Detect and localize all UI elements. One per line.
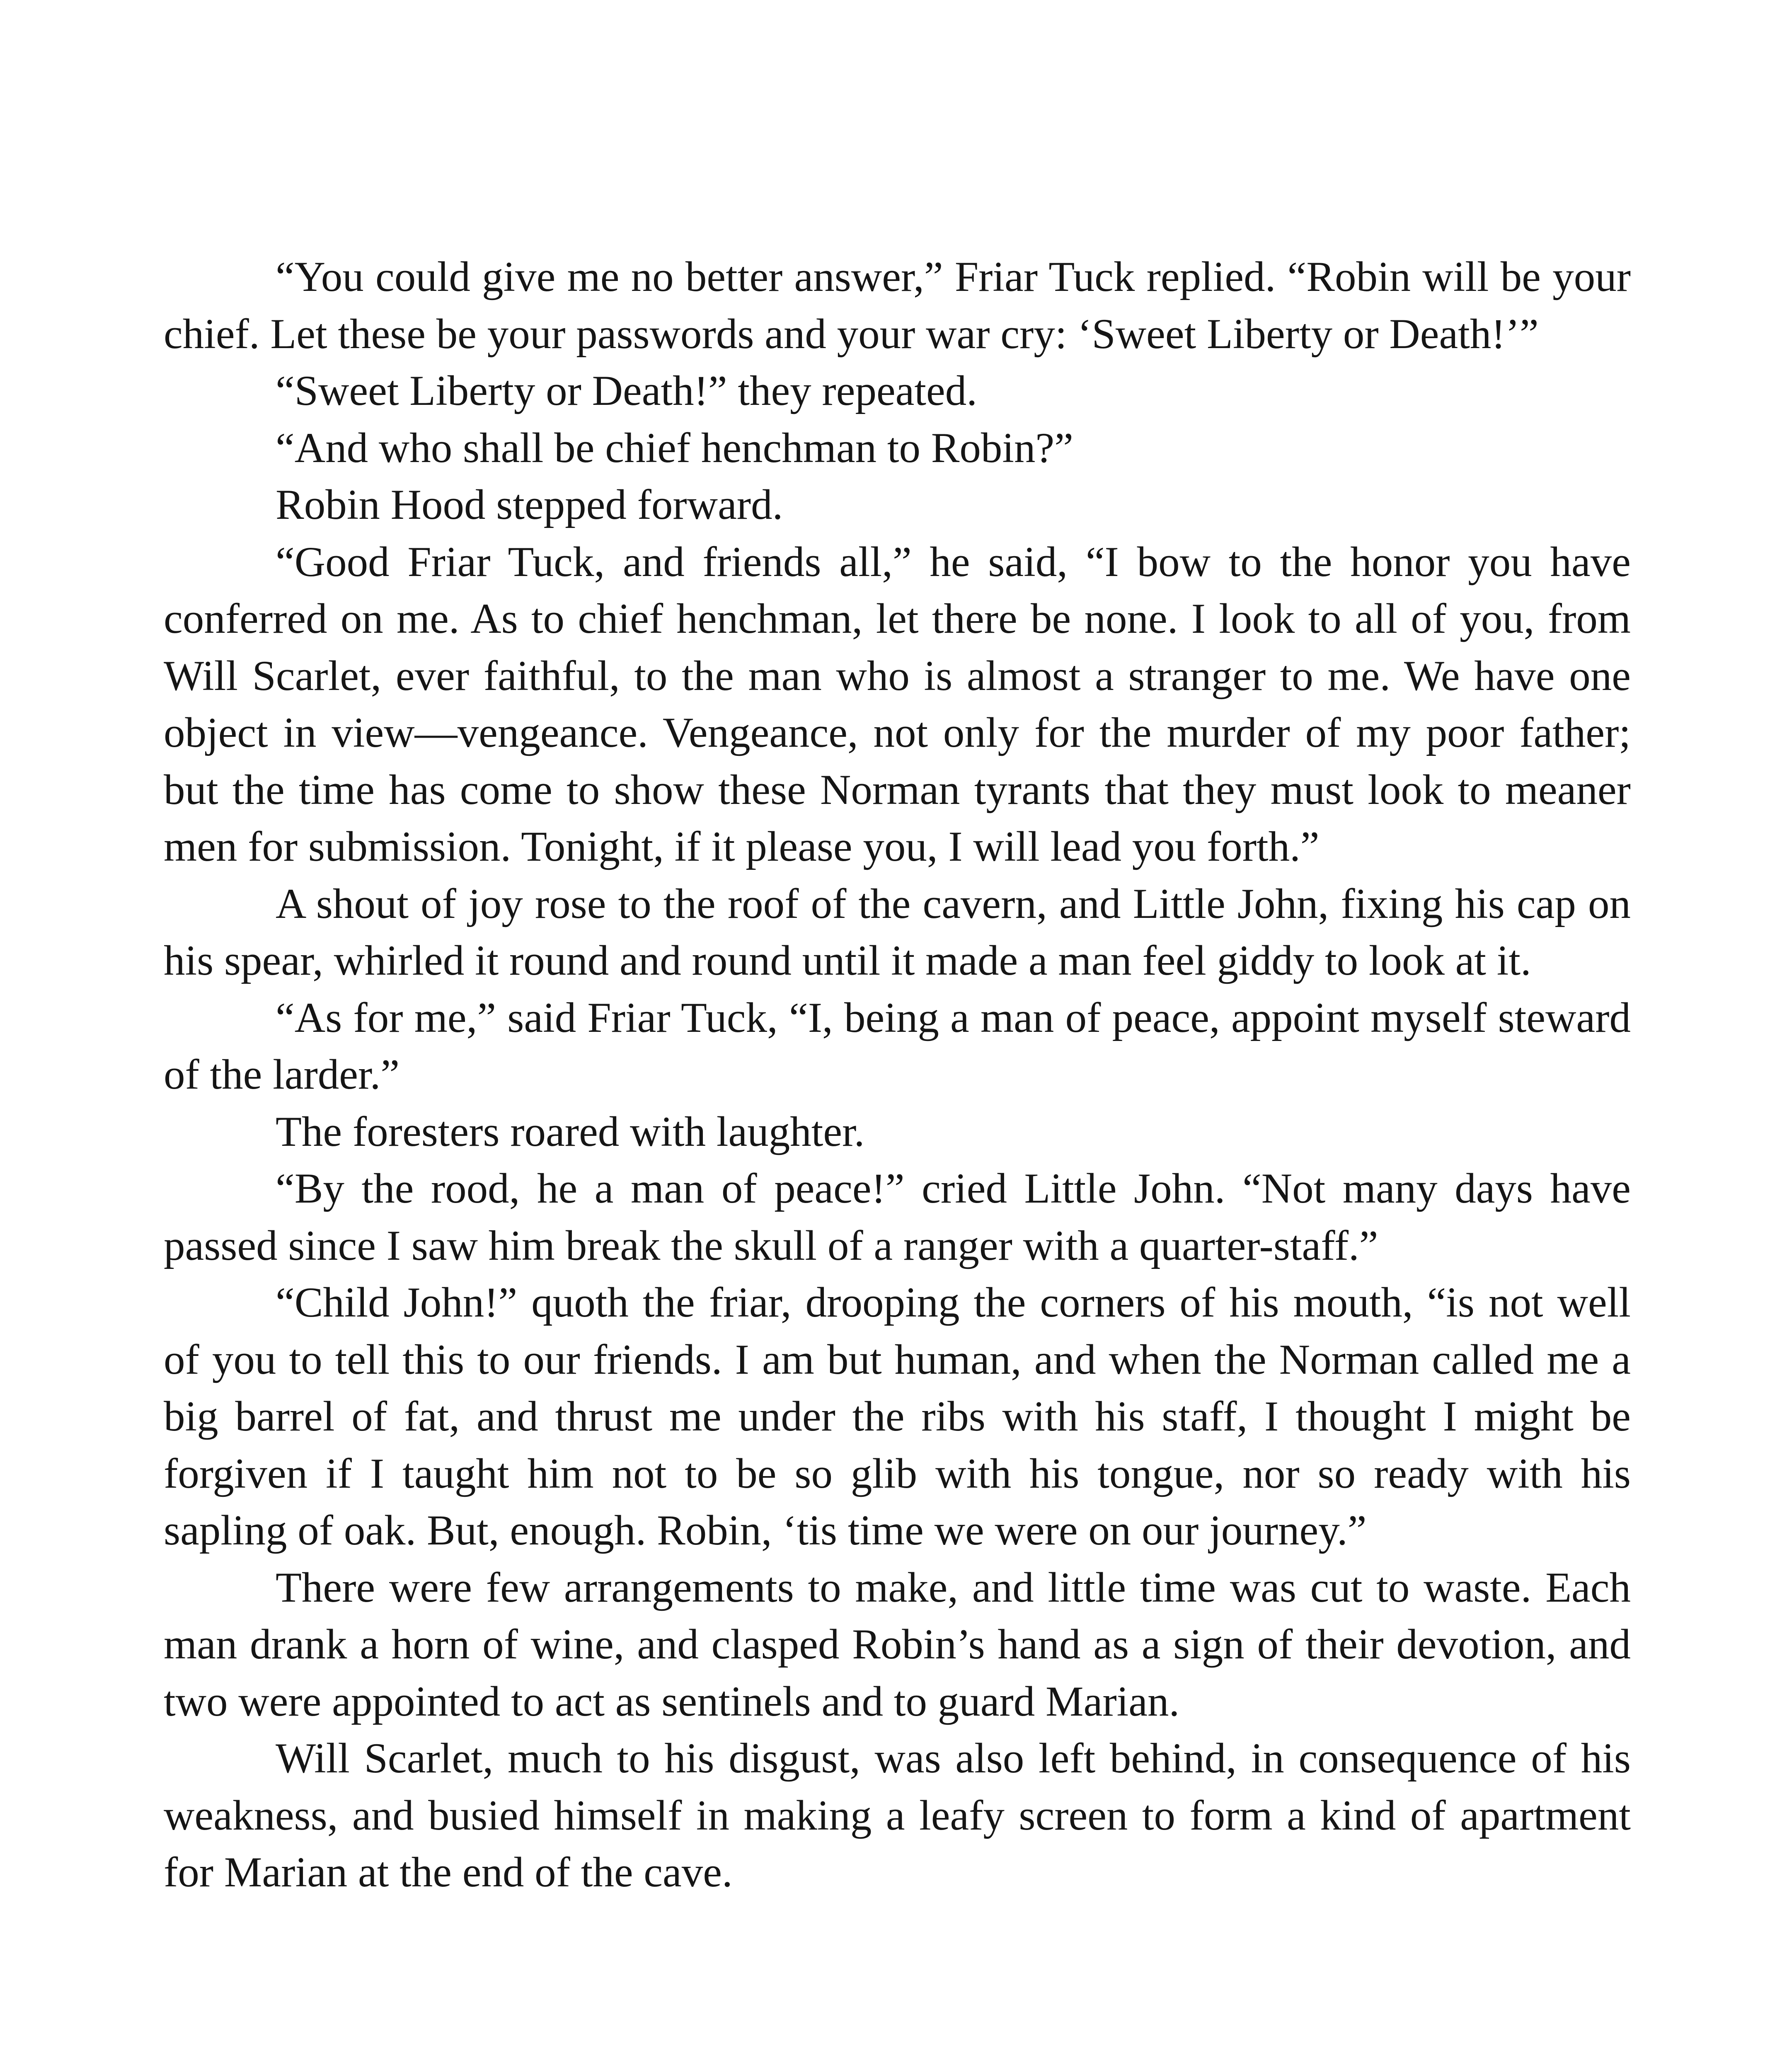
paragraph-9: “By the rood, he a man of peace!” cried Little John. “Not many days have passed since I saw him break the skull of a ranger with a quarter-staff.”	[164, 1165, 1631, 1269]
paragraph-6: A shout of joy rose to the roof of the cavern, and Little John, fixing his cap on his spear, whirled it round and round until it made a man feel giddy to look at it.	[164, 880, 1631, 984]
paragraph-3: “And who shall be chief henchman to Robin?”	[276, 424, 1073, 472]
paragraph-8: The foresters roared with laughter.	[276, 1108, 865, 1155]
paragraph-12: Will Scarlet, much to his disgust, was also left behind, in consequence of his weakness, and busied himself in making a leafy screen to form a kind of apartment for Marian at the end of the cave.	[164, 1735, 1631, 1896]
paragraph-2: “Sweet Liberty or Death!” they repeated.	[276, 367, 977, 414]
paragraph-10: “Child John!” quoth the friar, drooping the corners of his mouth, “is not well of you to tell this to our friends. I am but human, and when the Norman called me a big barrel of fat, and thrust me under the ribs with his staff, I thought I might be forgiven if I taught him not to be so glib with his tongue, nor so ready with his sapling of oak. But, enough. Robin, ‘tis time we were on our journey.”	[164, 1279, 1631, 1554]
paragraph-11: There were few arrangements to make, and little time was cut to waste. Each man drank a horn of wine, and clasped Robin’s hand as a sign of their devotion, and two were appointed to act as sentinels and to guard Marian.	[164, 1564, 1631, 1725]
paragraph-5: “Good Friar Tuck, and friends all,” he said, “I bow to the honor you have conferred on me. As to chief henchman, let there be none. I look to all of you, from Will Scarlet, ever faithful, to the man who is almost a stranger to me. We have one object in view—vengeance. Vengeance, not only for the murder of my poor father; but the time has come to show these Norman tyrants that they must look to meaner men for submission. Tonight, if it please you, I will lead you forth.”	[164, 538, 1631, 870]
paragraph-7: “As for me,” said Friar Tuck, “I, being a man of peace, appoint myself steward of the larder.”	[164, 994, 1631, 1098]
paragraph-1: “You could give me no better answer,” Friar Tuck replied. “Robin will be your chief. Let these be your passwords and your war cry: ‘Sweet Liberty or Death!’”	[164, 253, 1631, 358]
page-body	[164, 249, 1631, 1901]
paragraph-4: Robin Hood stepped forward.	[276, 481, 783, 528]
